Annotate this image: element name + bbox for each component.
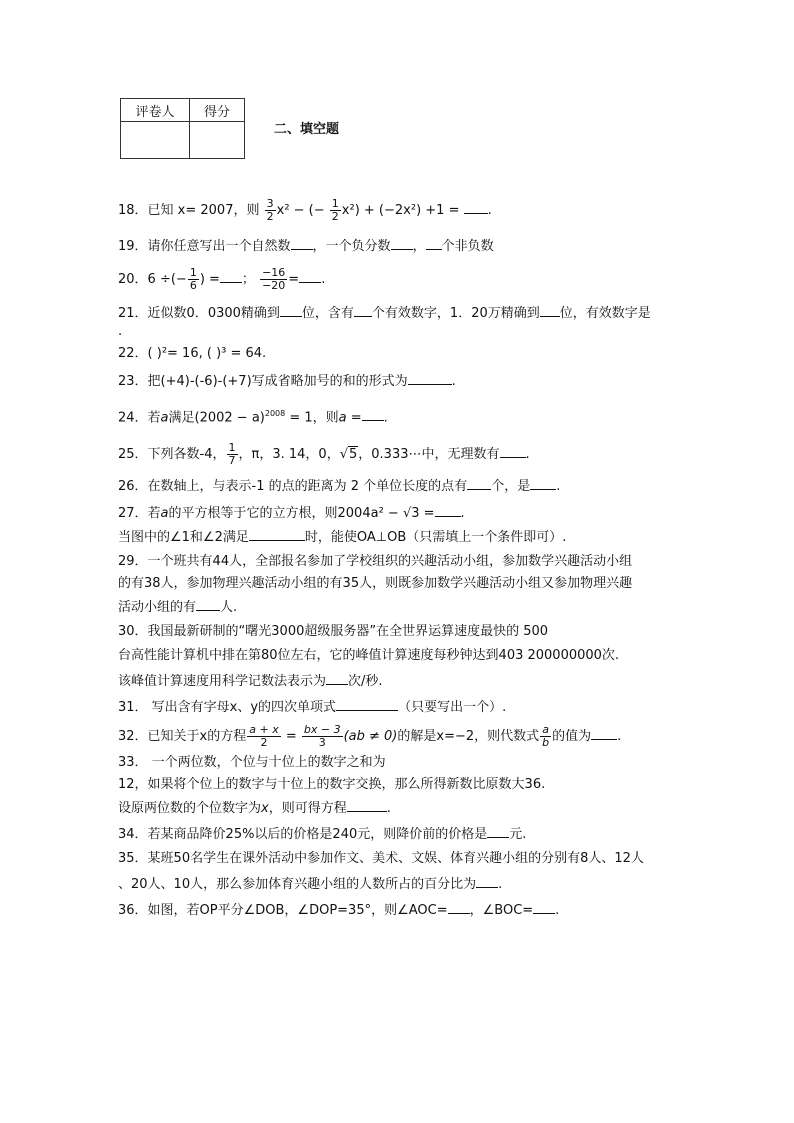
answer-blank[interactable] (220, 270, 242, 283)
question-29: 29．一个班共有44人，全部报名参加了学校组织的兴趣活动小组，参加数学兴趣活动小组 (118, 554, 633, 570)
question-27: 27．若a的平方根等于它的立方根，则2004a² − √3 = . (118, 506, 465, 522)
question-32: 32．已知关于x的方程 $\frac{a + x}{2}$ = $\frac{bx - 3}{3}$ (ab ≠ 0)的解是x=−2，则代数式 $\frac{a}{b}$ 的值为 . (118, 723, 622, 750)
fraction: $\frac{1}{7}$ (228, 441, 236, 468)
answer-blank[interactable] (476, 875, 498, 888)
question-29-line2: 的有38人，参加物理兴趣活动小组的有35人，则既参加数学兴趣活动小组又参加物理兴趣 (118, 576, 633, 592)
answer-blank[interactable] (280, 304, 302, 317)
question-20: 20．6 ÷(− $\frac{1}{6}$ ) = ； $\frac{-16}{-20}$ = . (118, 266, 326, 292)
answer-blank[interactable] (467, 477, 491, 490)
score-header: 得分 (190, 99, 245, 122)
answer-blank[interactable] (336, 698, 398, 711)
question-21-cont: . (118, 324, 123, 339)
answer-blank[interactable] (354, 304, 372, 317)
question-21: 21．近似数0．0300精确到 位，含有 个有效数字，1．20万精确到 位，有效数字是 (118, 306, 651, 321)
question-24: 24．若a满足$(2002 - a)^{2008} = 1$，则a = . (118, 409, 388, 426)
answer-blank[interactable] (591, 727, 617, 740)
answer-blank[interactable] (408, 372, 452, 385)
question-29-line3: 活动小组的有 人. (118, 600, 238, 616)
grader-cell[interactable] (121, 122, 190, 159)
answer-blank[interactable] (326, 672, 348, 685)
question-26: 26．在数轴上，与表示-1 的点的距离为 2 个单位长度的点有 个，是 . (118, 479, 561, 495)
question-28: 当图中的∠1和∠2满足 时，能使OA⊥OB（只需填上一个条件即可）. (118, 530, 567, 546)
fraction: $\frac{a + x}{2}$ (249, 723, 279, 750)
fraction: $\frac{1}{2}$ (331, 197, 339, 223)
answer-blank[interactable] (196, 598, 220, 611)
question-list (118, 198, 678, 919)
fraction: $\frac{a}{b}$ (542, 723, 550, 750)
question-35-line2: 、20人、10人，那么参加体育兴趣小组的人数所占的百分比为 . (118, 877, 503, 893)
answer-blank[interactable] (347, 799, 387, 812)
answer-blank[interactable] (391, 237, 413, 250)
answer-blank[interactable] (540, 304, 560, 317)
grader-header: 评卷人 (121, 99, 190, 122)
question-30: 30．我国最新研制的“曙光3000超级服务器”在全世界运算速度最快的 500 (118, 624, 549, 640)
question-25: 25．下列各数-4， $\frac{1}{7}$ ，π，3. 14，0，√5，0.333⋯中，无理数有 . (118, 441, 530, 468)
answer-blank[interactable] (291, 237, 313, 250)
question-30-line3: 该峰值计算速度用科学记数法表示为 次/秒. (118, 674, 383, 690)
answer-blank[interactable] (500, 445, 526, 458)
question-31: 31． 写出含有字母x、y的四次单项式 （只要写出一个）. (118, 700, 507, 716)
section-title: 二、填空题 (274, 122, 340, 137)
answer-blank[interactable] (533, 901, 555, 914)
question-30-line2: 台高性能计算机中排在第80位左右，它的峰值计算速度每秒钟达到403 200000000次. (118, 648, 620, 664)
question-19: 19．请你任意写出一个自然数 ，一个负分数 ， 个非负数 (118, 239, 494, 254)
answer-blank[interactable] (435, 504, 461, 517)
answer-blank[interactable] (464, 201, 488, 214)
question-33-line2: 12，如果将个位上的数字与十位上的数字交换，那么所得新数比原数大36. (118, 777, 546, 793)
fraction: $\frac{-16}{-20}$ (262, 266, 286, 292)
question-36: 36．如图，若OP平分∠DOB，∠DOP=35°，则∠AOC= ，∠BOC= . (118, 903, 560, 919)
answer-blank[interactable] (249, 528, 305, 541)
score-cell[interactable] (190, 122, 245, 159)
answer-blank[interactable] (448, 901, 470, 914)
question-35: 35．某班50名学生在课外活动中参加作文、美术、文娱、体育兴趣小组的分别有8人、12人 (118, 851, 644, 867)
answer-blank[interactable] (299, 270, 321, 283)
question-22: 22．( )²= 16, ( )³ = 64. (118, 346, 267, 361)
fraction: $\frac{bx - 3}{3}$ (303, 723, 341, 750)
question-33: 33． 一个两位数，个位与十位上的数字之和为 (118, 755, 386, 771)
answer-blank[interactable] (487, 825, 509, 838)
question-33-line3: 设原两位数的个位数字为x，则可得方程 . (118, 801, 391, 817)
fraction: $\frac{1}{6}$ (189, 266, 197, 292)
score-table (120, 98, 245, 159)
question-18: 18．已知 x= 2007，则 $\frac{3}{2}$ x² − (− $\frac{1}{2}$ x²) + (−2x²) +1 = . (118, 197, 492, 223)
question-34: 34．若某商品降价25%以后的价格是240元，则降价前的价格是 元. (118, 827, 527, 843)
answer-blank[interactable] (362, 408, 384, 421)
fraction: $\frac{3}{2}$ (266, 197, 274, 223)
answer-blank[interactable] (426, 237, 442, 250)
question-23: 23．把(+4)-(-6)-(+7)写成省略加号的和的形式为 . (118, 374, 456, 389)
answer-blank[interactable] (530, 477, 556, 490)
